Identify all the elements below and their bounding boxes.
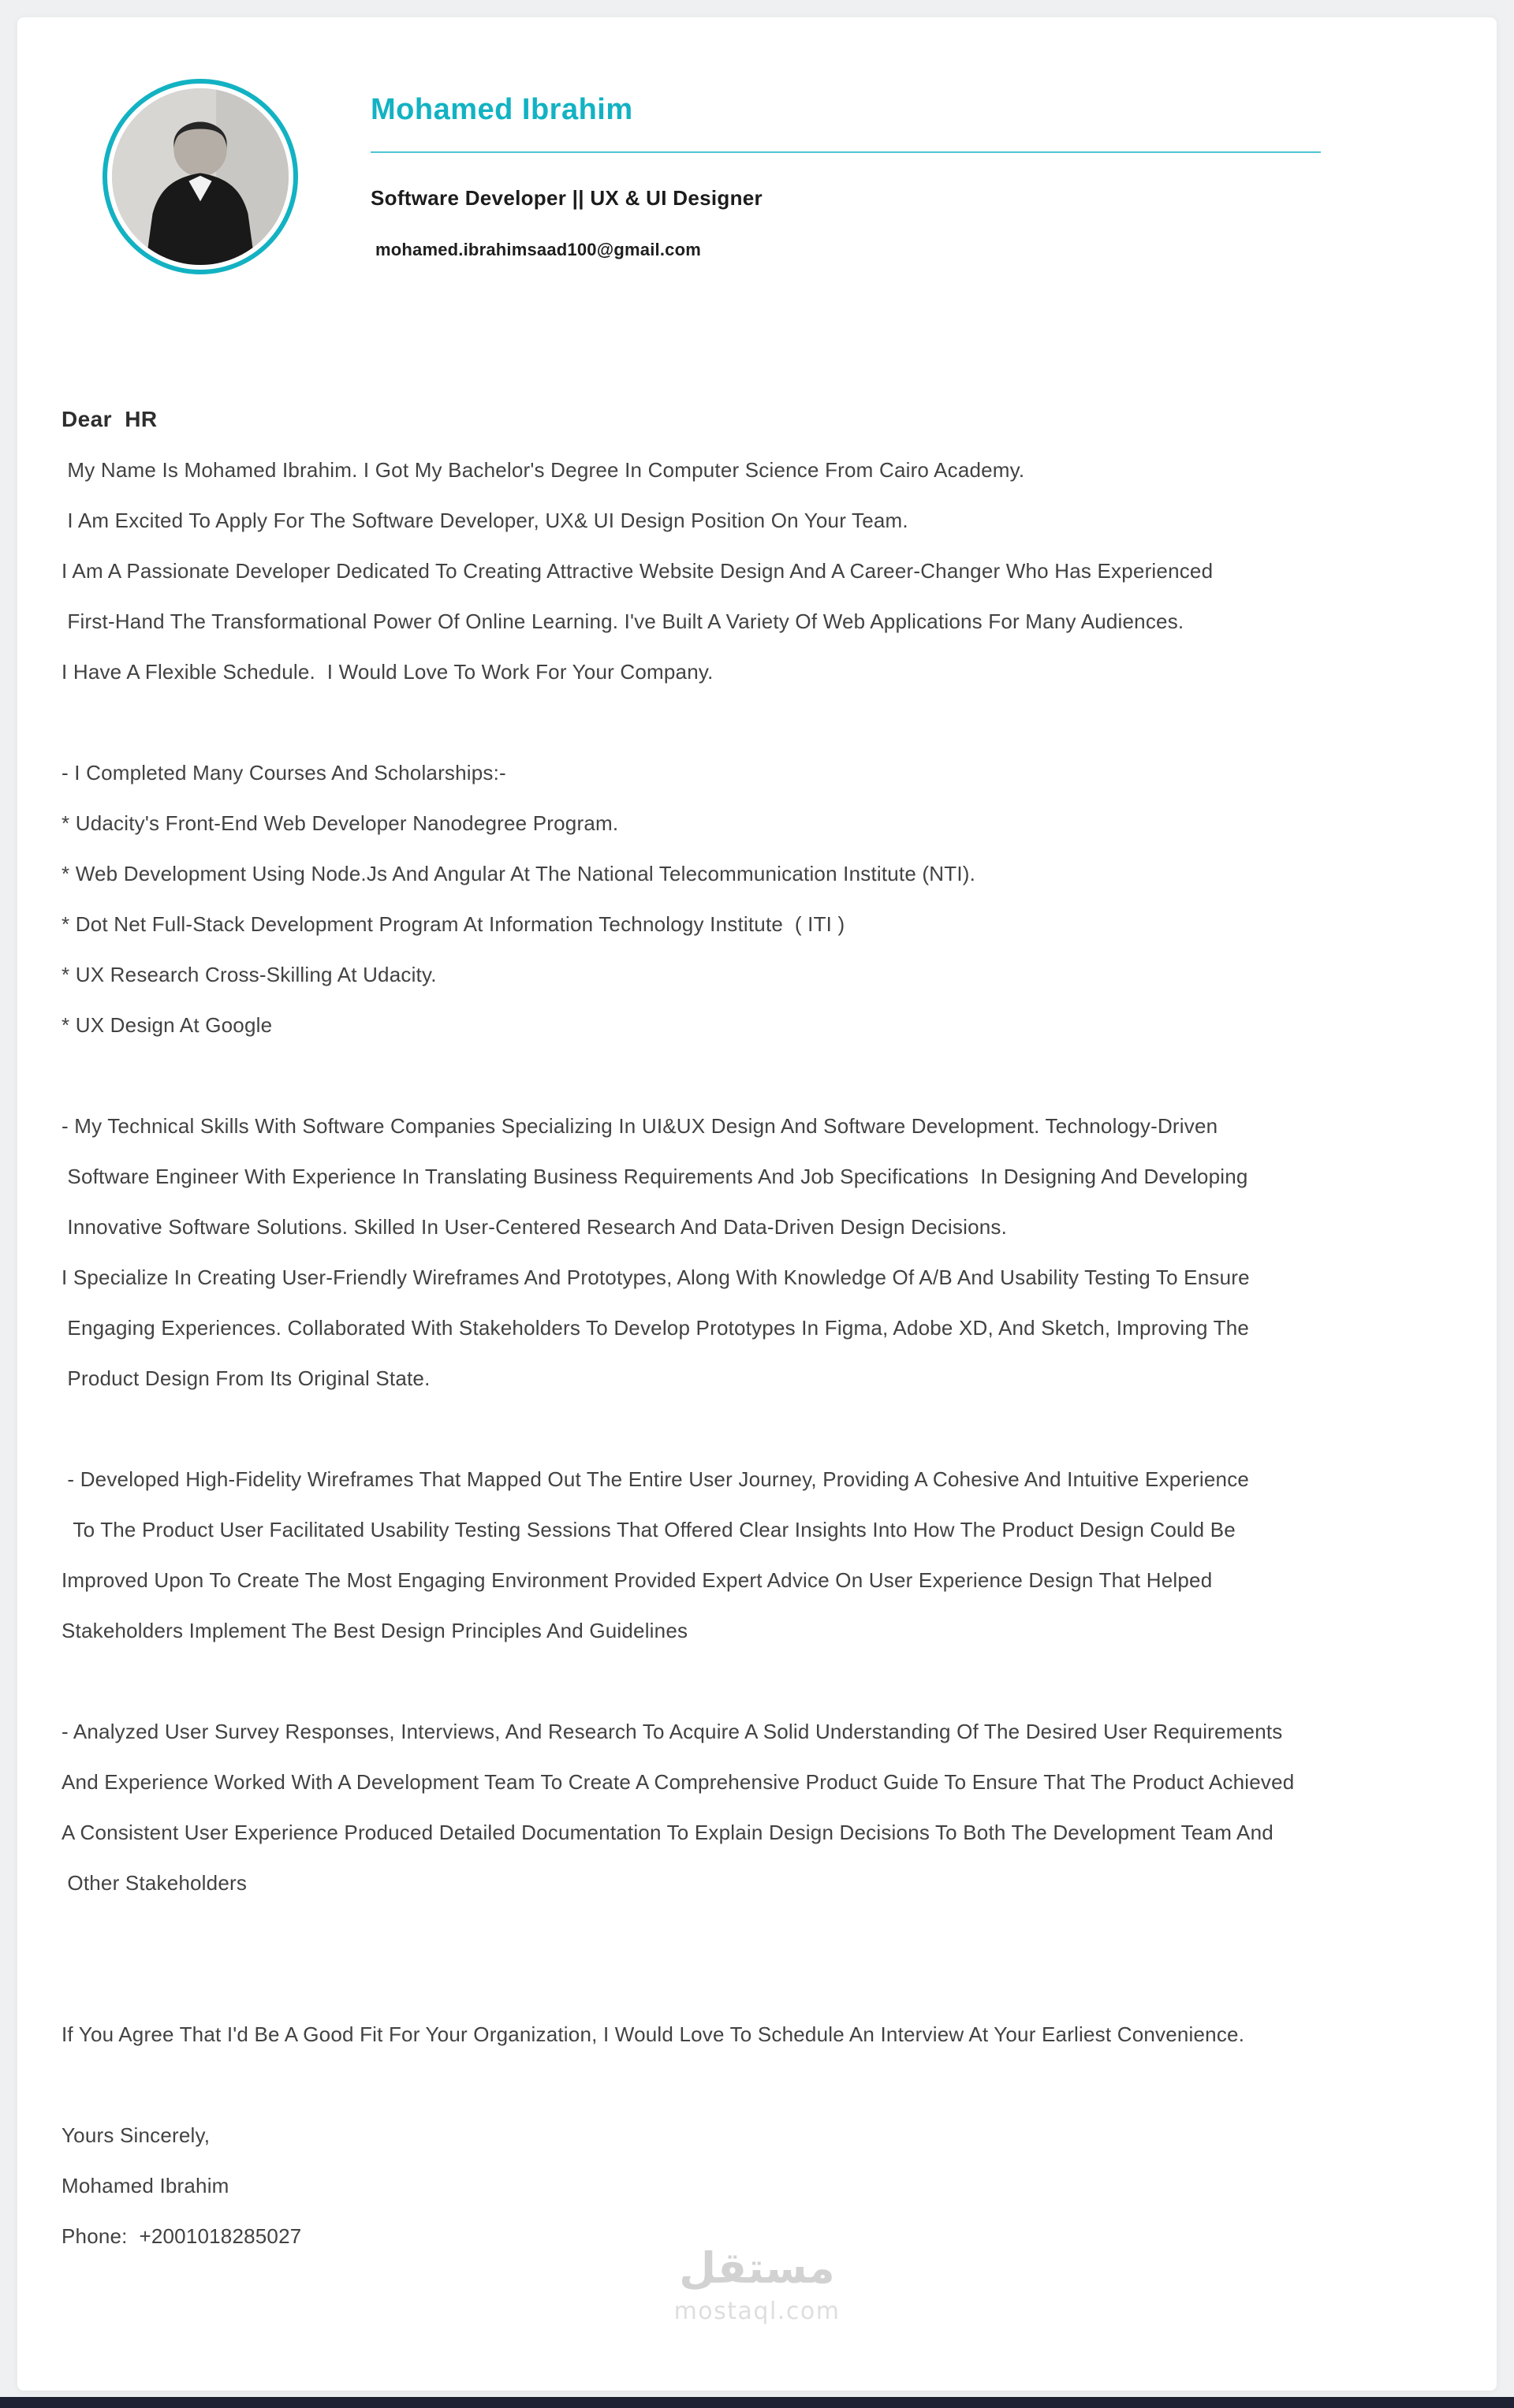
signoff-line: Yours Sincerely,: [62, 2123, 211, 2147]
letter-line: Engaging Experiences. Collaborated With Stakeholders To Develop Prototypes In Figma, Adobe XD, And Sketch, Improving The: [62, 1316, 1250, 1340]
paragraph-skills: [62, 1101, 1473, 1403]
letter-line: - My Technical Skills With Software Companies Specializing In UI&UX Design And Software Development. Technology-Driven: [62, 1114, 1218, 1138]
paragraph-closing-ask: [62, 2009, 1473, 2059]
watermark-domain: mostaql.com: [673, 2298, 841, 2325]
letter-line: * UX Design At Google: [62, 1013, 273, 1037]
paragraph-intro: [62, 445, 1473, 697]
job-title: Software Developer || UX & UI Designer: [371, 186, 763, 210]
letter-line: And Experience Worked With A Development Team To Create A Comprehensive Product Guide To Ensure That The Product Achieved: [62, 1770, 1295, 1794]
header-divider: [371, 151, 1321, 153]
signoff-line: Mohamed Ibrahim: [62, 2174, 229, 2197]
paragraph-analysis: [62, 1706, 1473, 1908]
letter-line: I Have A Flexible Schedule. I Would Love To Work For Your Company.: [62, 660, 714, 684]
watermark-arabic-logo: مستقل: [679, 2243, 835, 2293]
letter-line: Stakeholders Implement The Best Design Principles And Guidelines: [62, 1619, 688, 1642]
letter-line: I Am A Passionate Developer Dedicated To Creating Attractive Website Design And A Career-Changer Who Has Experienced: [62, 559, 1214, 583]
letter-line: * UX Research Cross-Skilling At Udacity.: [62, 963, 437, 986]
letter-line: Product Design From Its Original State.: [62, 1366, 431, 1390]
letter-line: First-Hand The Transformational Power Of Online Learning. I've Built A Variety Of Web Applications For Many Audiences.: [62, 609, 1184, 633]
profile-photo-ring: [103, 79, 298, 274]
profile-photo: [112, 88, 289, 265]
letter-line: - Developed High-Fidelity Wireframes That Mapped Out The Entire User Journey, Providing A Cohesive And Intuitive Experience: [62, 1467, 1250, 1491]
letter-line: - I Completed Many Courses And Scholarships:-: [62, 761, 506, 785]
paragraph-courses: [62, 747, 1473, 1050]
letter-line: Other Stakeholders: [62, 1871, 248, 1895]
person-silhouette-icon: [112, 88, 289, 265]
letter-line: - Analyzed User Survey Responses, Interviews, And Research To Acquire A Solid Understanding Of The Desired User Requirements: [62, 1720, 1283, 1743]
salutation: Dear HR: [62, 407, 158, 431]
letter-line: * Dot Net Full-Stack Development Program At Information Technology Institute ( ITI ): [62, 912, 845, 936]
email-text: mohamed.ibrahimsaad100@gmail.com: [375, 240, 701, 259]
letter-line: If You Agree That I'd Be A Good Fit For Your Organization, I Would Love To Schedule An Interview At Your Earliest Convenience.: [62, 2022, 1245, 2046]
letter-line: My Name Is Mohamed Ibrahim. I Got My Bachelor's Degree In Computer Science From Cairo Academy.: [62, 458, 1025, 482]
letter-line: Improved Upon To Create The Most Engaging Environment Provided Expert Advice On User Experience Design That Helped: [62, 1568, 1213, 1592]
letter-line: I Specialize In Creating User-Friendly Wireframes And Prototypes, Along With Knowledge Of A/B And Usability Testing To Ensure: [62, 1266, 1250, 1289]
applicant-name: Mohamed Ibrahim: [371, 93, 633, 126]
letter-line: Software Engineer With Experience In Translating Business Requirements And Job Specifications In Designing And Developing: [62, 1165, 1248, 1188]
phone-line: Phone: +2001018285027: [62, 2224, 302, 2248]
letter-line: I Am Excited To Apply For The Software Developer, UX& UI Design Position On Your Team.: [62, 509, 908, 532]
letter-line: Innovative Software Solutions. Skilled In User-Centered Research And Data-Driven Design Decisions.: [62, 1215, 1008, 1239]
letter-line: A Consistent User Experience Produced Detailed Documentation To Explain Design Decisions To Both The Development Team And: [62, 1821, 1273, 1844]
cover-letter: [62, 394, 1473, 2261]
signoff: [62, 2110, 1473, 2261]
letter-line: * Udacity's Front-End Web Developer Nanodegree Program.: [62, 811, 619, 835]
letter-line: To The Product User Facilitated Usability Testing Sessions That Offered Clear Insights Into How The Product Design Could Be: [62, 1518, 1236, 1541]
paragraph-wireframes: [62, 1454, 1473, 1656]
document-card: [17, 17, 1497, 2391]
letter-line: * Web Development Using Node.Js And Angular At The National Telecommunication Institute (NTI).: [62, 862, 976, 885]
bottom-bar: [0, 2397, 1514, 2408]
